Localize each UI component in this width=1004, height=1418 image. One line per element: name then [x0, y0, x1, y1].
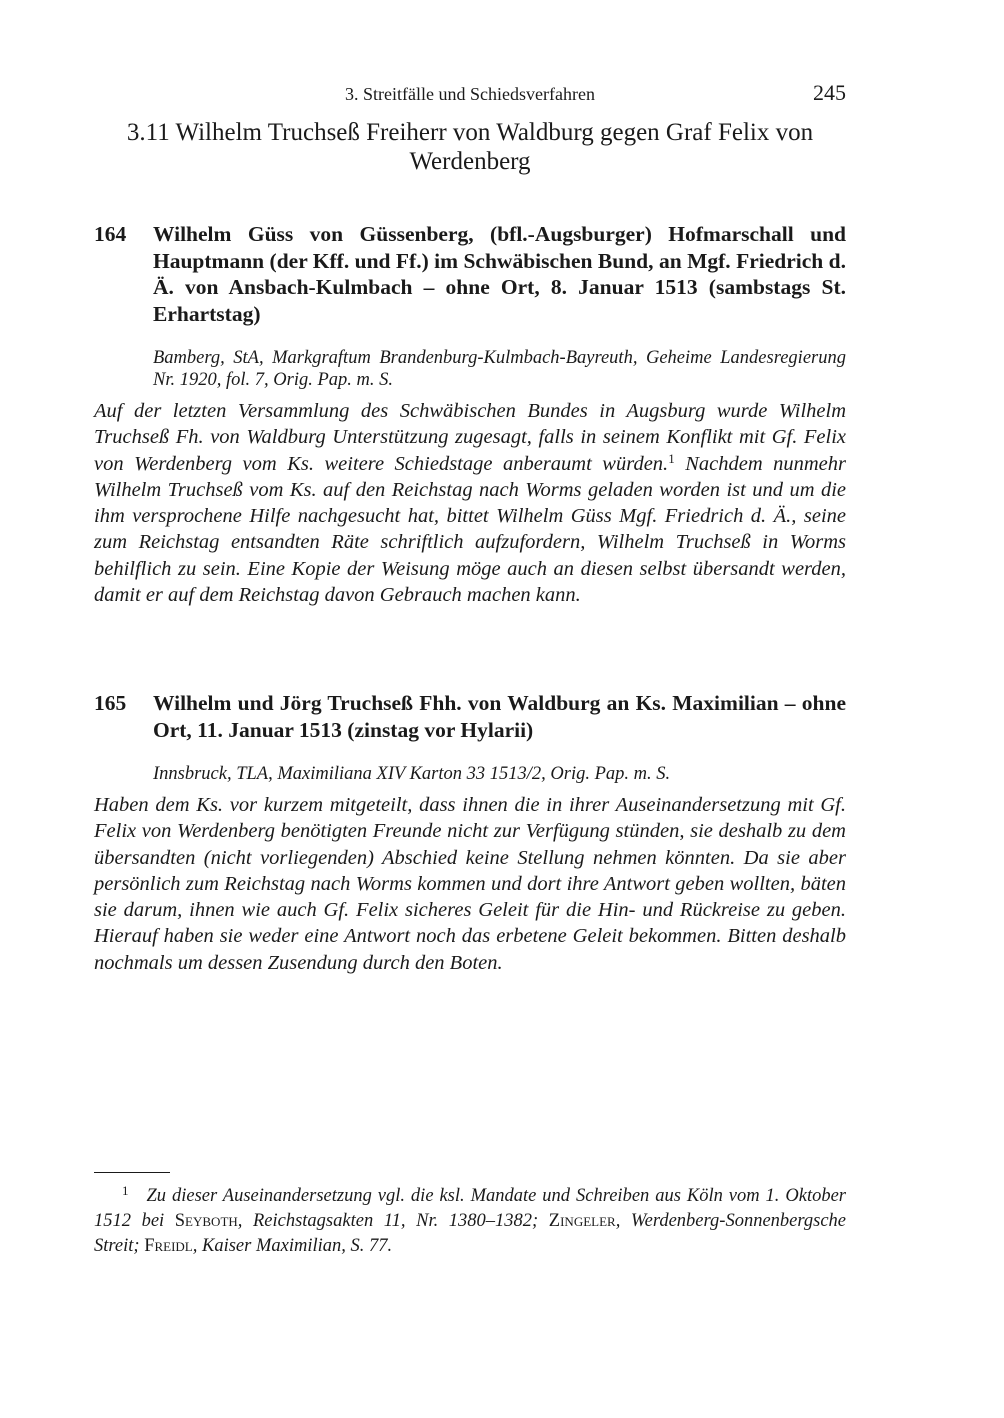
footnote-text-c: , Werdenberg-Sonnenbergsche Streit;: [94, 1211, 846, 1256]
footnote: [94, 1178, 846, 1259]
document-heading: [94, 690, 846, 743]
footnote-author: Freidl: [144, 1236, 193, 1256]
document-164: [94, 221, 846, 608]
regest-text-part-1: Auf der letzten Versammlung des Schwäbischen Bundes in Augsburg wurde Wilhelm Truchseß Fh. von Waldburg Unterstützung zugesagt, falls in seinem Konflikt mit Gf. Felix von Werdenberg vom Ks. weitere Schiedstage anberaumt würden.: [94, 400, 846, 475]
footnote-reference[interactable]: 1: [668, 450, 675, 466]
footnote-text-b: , Reichstagsakten 11, Nr. 1380–1382;: [237, 1211, 549, 1231]
regest-text: [94, 398, 846, 608]
document-heading-text: Wilhelm und Jörg Truchseß Fhh. von Waldburg an Ks. Maximilian – ohne Ort, 11. Januar 1513 (zinstag vor Hylarii): [153, 691, 846, 742]
regest-text-part-2: Nachdem nunmehr Wilhelm Truchseß vom Ks. auf den Reichstag nach Worms geladen worden ist und um die ihm versprochene Hilfe nachgesucht hat, bittet Wilhelm Güss Mgf. Friedrich d. Ä., seine zum Reichstag entsandten Räte schriftlich aufzufordern, Wilhelm Truchseß in Worms behilflich zu sein. Eine Kopie der Weisung möge auch an diesen selbst übersandt werden, damit er auf dem Reichstag davon Gebrauch machen kann.: [94, 452, 847, 607]
document-165: [94, 690, 846, 976]
footnote-divider: [94, 1172, 170, 1173]
running-head: [94, 80, 846, 108]
section-title: 3.11 Wilhelm Truchseß Freiherr von Waldburg gegen Graf Felix von Werdenberg: [126, 119, 814, 175]
footnote-author: Seyboth: [174, 1211, 238, 1231]
running-title: 3. Streitfälle und Schiedsverfahren: [345, 84, 595, 104]
footnote-text-a: Zu dieser Auseinandersetzung vgl. die ksl. Mandate und Schreiben aus Köln vom 1. Oktober 1512 bei: [94, 1186, 846, 1231]
regest-text: Haben dem Ks. vor kurzem mitgeteilt, dass ihnen die in ihrer Auseinandersetzung mit Gf. Felix von Werdenberg benötigten Freunde nicht zur Verfügung stünden, sie deshalb zu dem übersandten (nicht vorliegenden) Abschied keine Stellung nehmen könnten. Da sie aber persönlich zum Reichstag nach Worms kommen und dort ihre Antwort geben wollten, bäten sie darum, ihnen wie auch Gf. Felix sicheres Geleit für die Hin- und Rückreise zu geben. Hierauf haben sie weder eine Antwort noch das erbetene Geleit bekommen. Bitten deshalb nochmals um dessen Zusendung durch den Boten.: [94, 794, 846, 974]
document-number: 165: [94, 691, 127, 715]
source-citation: Bamberg, StA, Markgraftum Brandenburg-Kulmbach-Bayreuth, Geheime Landesregierung Nr. 1920, fol. 7, Orig. Pap. m. S.: [153, 348, 846, 390]
document-heading-text: Wilhelm Güss von Güssenberg, (bfl.-Augsburger) Hofmarschall und Hauptmann (der Kff. und Ff.) im Schwäbischen Bund, an Mgf. Friedrich d. Ä. von Ansbach-Kulmbach – ohne Ort, 8. Januar 1513 (sambstags St. Erhartstag): [153, 222, 846, 326]
footnote-number: 1: [122, 1183, 129, 1198]
page: [94, 0, 846, 1418]
footnote-text-d: , Kaiser Maximilian, S. 77.: [192, 1236, 393, 1256]
source-citation: Innsbruck, TLA, Maximiliana XIV Karton 33 1513/2, Orig. Pap. m. S.: [153, 764, 671, 784]
footnote-author: Zingeler: [548, 1211, 616, 1231]
document-number: 164: [94, 222, 127, 246]
document-heading: [94, 221, 846, 327]
page-number: 245: [813, 80, 846, 105]
